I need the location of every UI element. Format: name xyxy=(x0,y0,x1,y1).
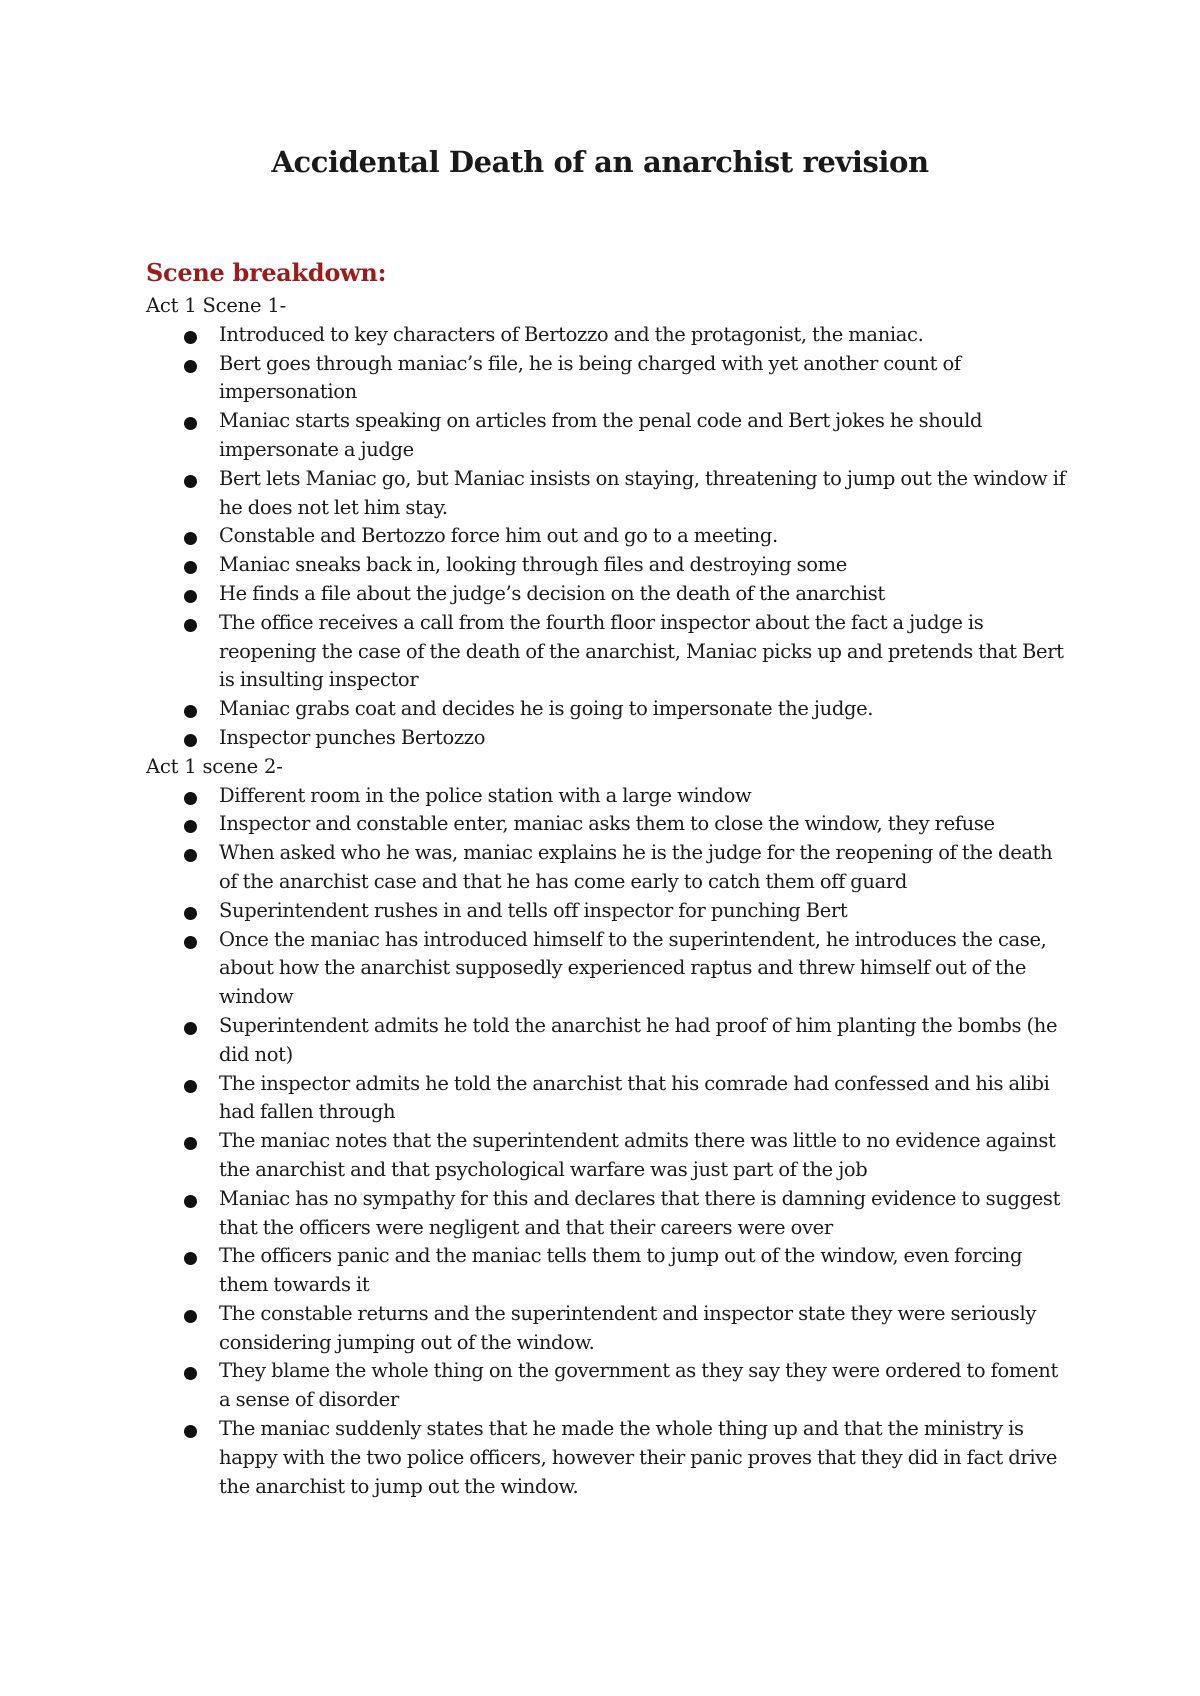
list-item-text: Once the maniac has introduced himself to the superintendent, he introduces the case, about how the anarchist supposedly experienced raptus and threw himself out of the window xyxy=(219,927,1047,1009)
bullet-icon xyxy=(184,590,197,603)
bullet-icon xyxy=(184,1137,197,1150)
bullet-icon xyxy=(184,1080,197,1093)
list-item xyxy=(146,321,1066,350)
list-item-text: Maniac sneaks back in, looking through files and destroying some xyxy=(219,553,847,577)
list-item-text: Inspector punches Bertozzo xyxy=(219,725,486,749)
list-item-text: He finds a file about the judge’s decision on the death of the anarchist xyxy=(219,581,885,605)
list-item-text: The maniac notes that the superintendent admits there was little to no evidence against the anarchist and that psychological warfare was just part of the job xyxy=(219,1129,1056,1181)
bullet-icon xyxy=(184,1367,197,1380)
list-item xyxy=(146,782,1066,811)
list-item-text: Introduced to key characters of Bertozzo and the protagonist, the maniac. xyxy=(219,322,924,346)
bullet-icon xyxy=(184,1252,197,1265)
bullet-icon xyxy=(184,1022,197,1035)
list-item xyxy=(146,580,1066,609)
list-item-text: The maniac suddenly states that he made the whole thing up and that the ministry is happy with the two police officers, however their panic proves that they did in fact drive the anarchist to jump out the window. xyxy=(219,1417,1058,1498)
bullet-icon xyxy=(184,705,197,718)
list-item xyxy=(146,695,1066,724)
list-item-text: The officers panic and the maniac tells them to jump out of the window, even forcing them towards it xyxy=(219,1244,1023,1297)
list-item xyxy=(146,522,1066,551)
list-item-text: Bert lets Maniac go, but Maniac insists on staying, threatening to jump out the window if he does not let him stay. xyxy=(219,466,1066,519)
list-item-text: They blame the whole thing on the government as they say they were ordered to foment a sense of disorder xyxy=(219,1359,1058,1412)
bullet-icon xyxy=(184,360,197,373)
list-item-text: Superintendent rushes in and tells off inspector for punching Bert xyxy=(219,898,848,922)
list-item-text: The inspector admits he told the anarchist that his comrade had confessed and his alibi had fallen through xyxy=(219,1071,1050,1124)
document-title: Accidental Death of an anarchist revision xyxy=(271,145,929,179)
list-item-text: Maniac has no sympathy for this and declares that there is damning evidence to suggest that the officers were negligent and that their careers were over xyxy=(219,1186,1061,1239)
act-heading: Act 1 scene 2- xyxy=(146,754,283,778)
list-item xyxy=(146,810,1066,839)
bullet-icon xyxy=(184,561,197,574)
bullet-icon xyxy=(184,475,197,488)
list-item xyxy=(146,1357,1066,1415)
list-item xyxy=(146,1127,1066,1185)
list-item xyxy=(146,724,1066,753)
bullet-icon xyxy=(184,1425,197,1438)
bullet-list xyxy=(146,782,1066,1502)
bullet-icon xyxy=(184,936,197,949)
list-item xyxy=(146,1185,1066,1243)
bullet-icon xyxy=(184,532,197,545)
list-item xyxy=(146,926,1066,1012)
list-item xyxy=(146,1242,1066,1300)
bullet-icon xyxy=(184,792,197,805)
list-item-text: The constable returns and the superintendent and inspector state they were seriously considering jumping out of the window. xyxy=(219,1301,1037,1354)
list-item xyxy=(146,551,1066,580)
list-item xyxy=(146,465,1066,523)
bullet-icon xyxy=(184,849,197,862)
list-item-text: Superintendent admits he told the anarchist he had proof of him planting the bombs (he did not) xyxy=(219,1013,1058,1066)
list-item-text: When asked who he was, maniac explains he is the judge for the reopening of the death of the anarchist case and that he has come early to catch them off guard xyxy=(219,841,1053,893)
bullet-icon xyxy=(184,907,197,920)
list-item-text: Inspector and constable enter, maniac asks them to close the window, they refuse xyxy=(219,812,995,836)
bullet-icon xyxy=(184,331,197,344)
list-item xyxy=(146,1070,1066,1128)
list-item-text: Bert goes through maniac’s file, he is being charged with yet another count of impersonation xyxy=(219,351,961,404)
scene-breakdown xyxy=(146,292,1066,1501)
act-heading: Act 1 Scene 1- xyxy=(146,294,286,317)
list-item-text: The office receives a call from the fourth floor inspector about the fact a judge is reopening the case of the death of the anarchist, Maniac picks up and pretends that Bert is insulting inspector xyxy=(219,610,1064,692)
bullet-icon xyxy=(184,820,197,833)
list-item xyxy=(146,1415,1066,1501)
list-item-text: Maniac grabs coat and decides he is going to impersonate the judge. xyxy=(219,697,874,721)
list-item xyxy=(146,1300,1066,1358)
section-heading: Scene breakdown: xyxy=(146,258,387,287)
list-item-text: Different room in the police station with a large window xyxy=(219,783,752,807)
bullet-icon xyxy=(184,1310,197,1323)
list-item xyxy=(146,839,1066,897)
bullet-icon xyxy=(184,417,197,430)
list-item xyxy=(146,407,1066,465)
list-item xyxy=(146,897,1066,926)
list-item-text: Constable and Bertozzo force him out and go to a meeting. xyxy=(219,524,778,548)
bullet-icon xyxy=(184,1195,197,1208)
list-item xyxy=(146,1012,1066,1070)
list-item-text: Maniac starts speaking on articles from the penal code and Bert jokes he should impersonate a judge xyxy=(219,409,983,461)
bullet-icon xyxy=(184,734,197,747)
bullet-icon xyxy=(184,619,197,632)
list-item xyxy=(146,350,1066,408)
list-item xyxy=(146,609,1066,695)
bullet-list xyxy=(146,321,1066,753)
